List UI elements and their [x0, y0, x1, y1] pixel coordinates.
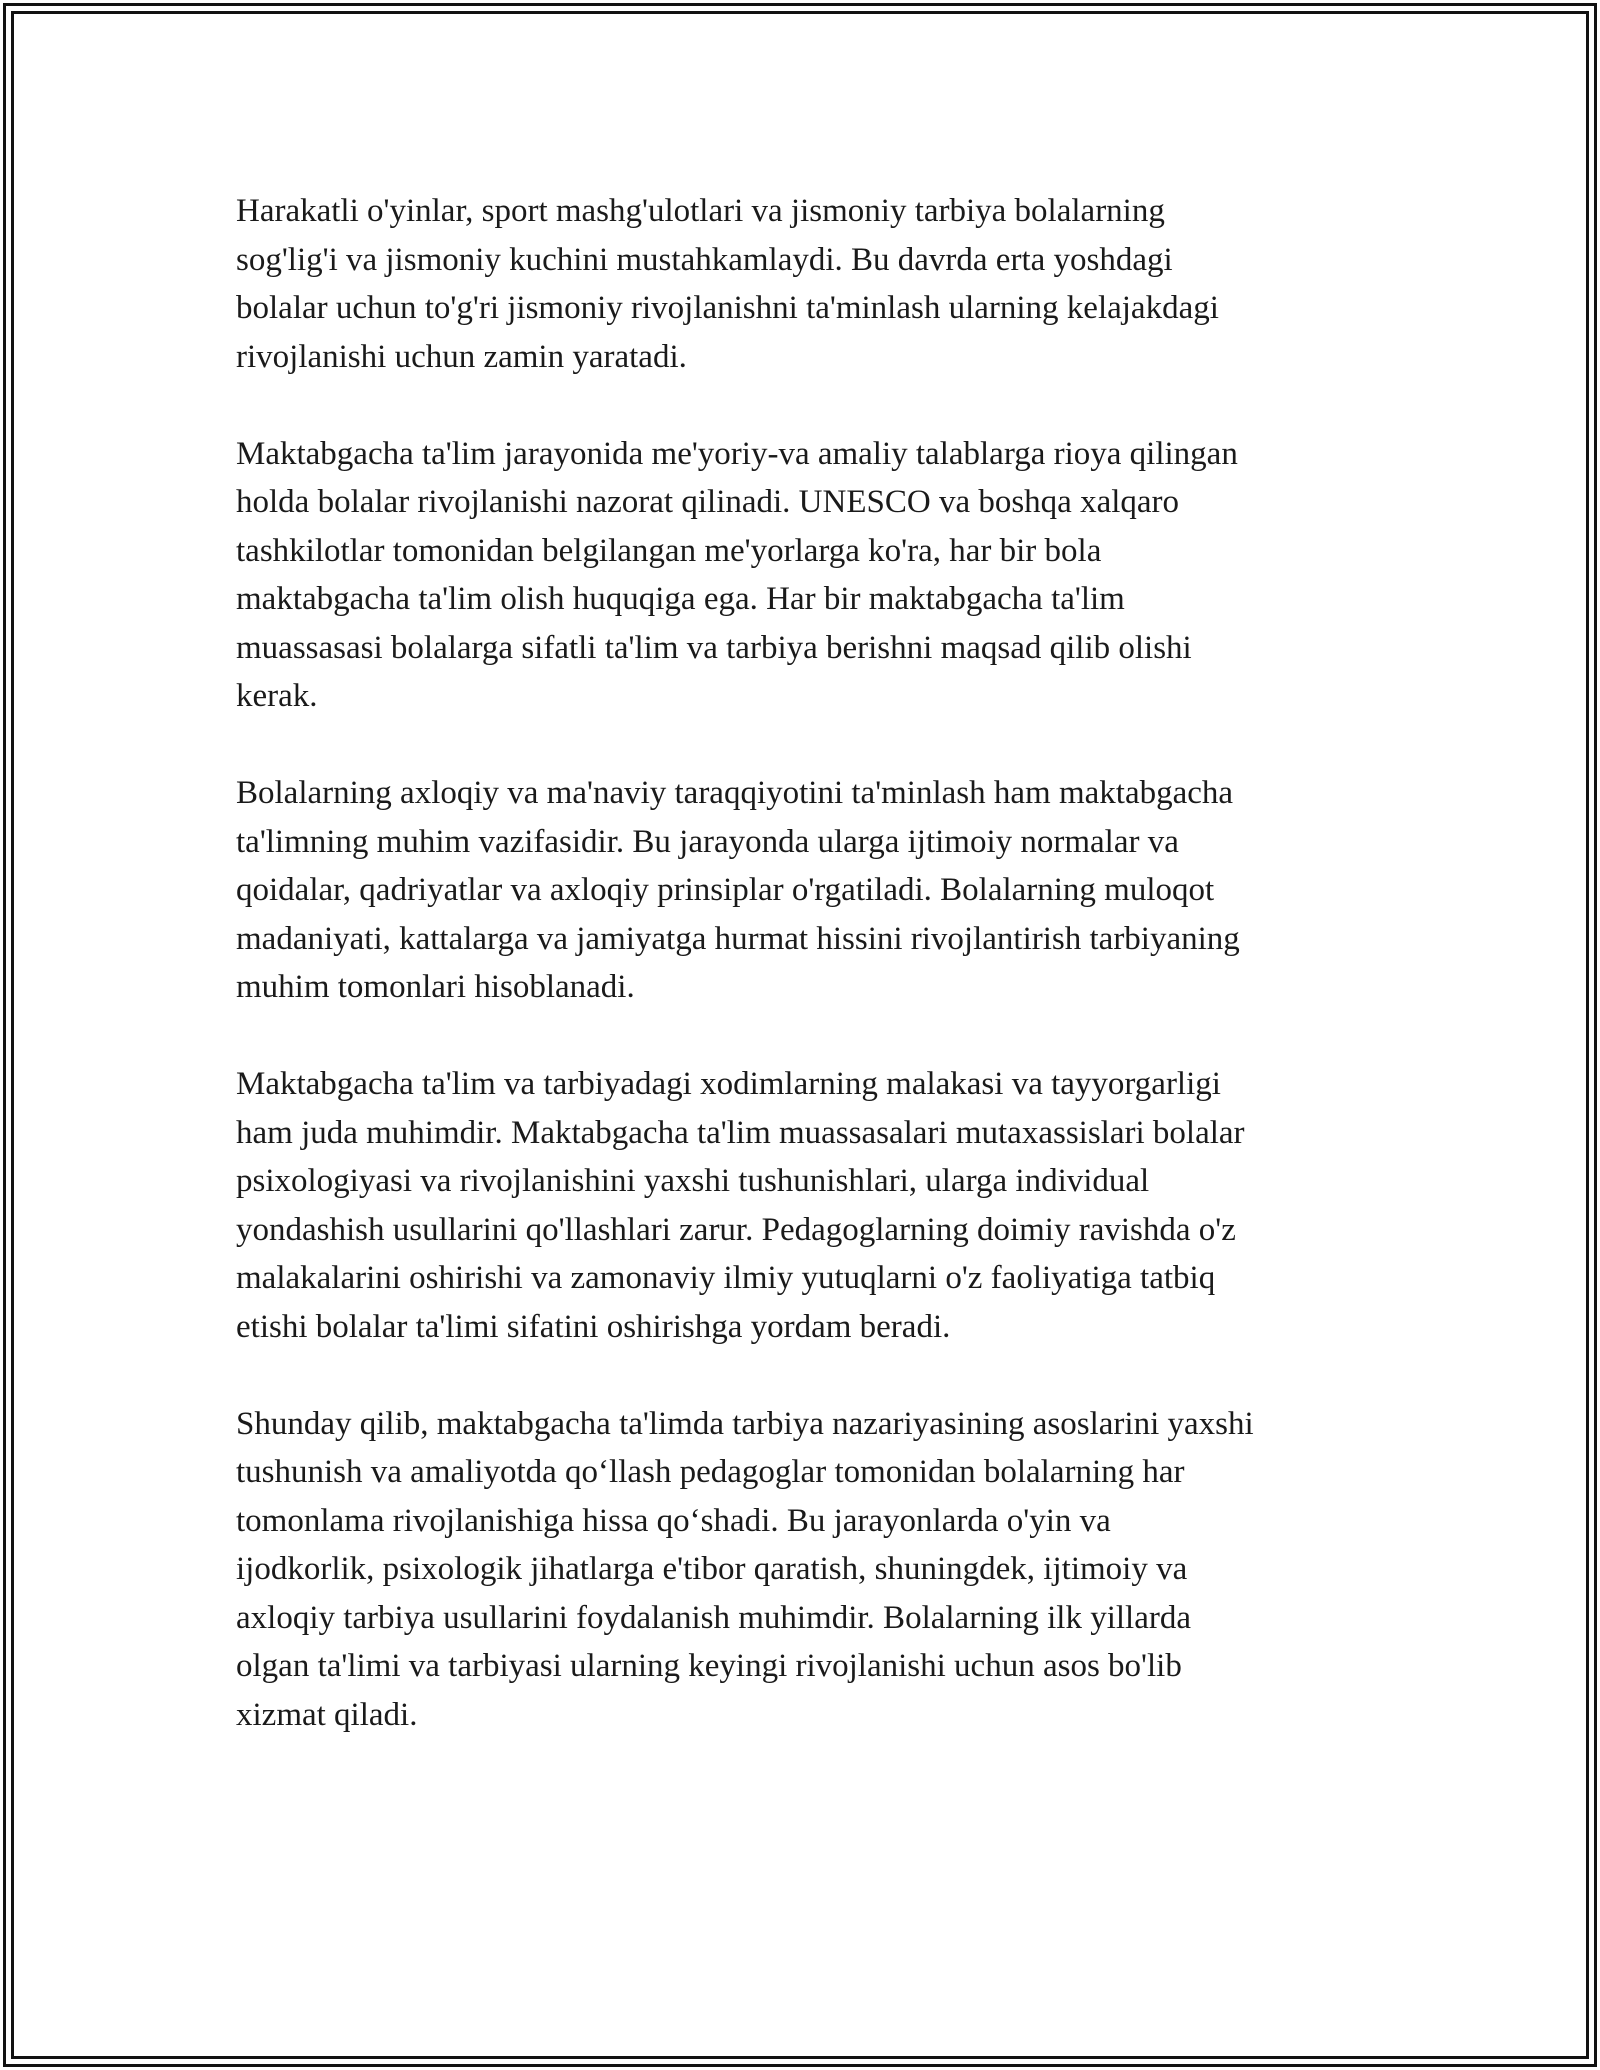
document-body	[236, 187, 1376, 1739]
paragraph-staff-qualification: Maktabgacha ta'lim va tarbiyadagi xodimlarning malakasi va tayyorgarligi ham juda muhimdir. Maktabgacha ta'lim muassasalari mutaxassislari bolalar psixologiyasi va rivojlanishini yaxshi tushunishlari, ularga individual yondashish usullarini qo'llashlari zarur. Pedagoglarning doimiy ravishda o'z malakalarini oshirishi va zamonaviy ilmiy yutuqlarni o'z faoliyatiga tatbiq etishi bolalar ta'limi sifatini oshirishga yordam beradi.	[236, 1066, 1245, 1345]
paragraph-conclusion: Shunday qilib, maktabgacha ta'limda tarbiya nazariyasining asoslarini yaxshi tushunish va amaliyotda qo‘llash pedagoglar tomonidan bolalarning har tomonlama rivojlanishiga hissa qo‘shadi. Bu jarayonlarda o'yin va ijodkorlik, psixologik jihatlarga e'tibor qaratish, shuningdek, ijtimoiy va axloqiy tarbiya usullarini foydalanish muhimdir. Bolalarning ilk yillarda olgan ta'limi va tarbiyasi ularning keyingi rivojlanishi uchun asos bo'lib xizmat qiladi.	[236, 1405, 1254, 1733]
paragraph-moral-development: Bolalarning axloqiy va ma'naviy taraqqiyotini ta'minlash ham maktabgacha ta'limning muhim vazifasidir. Bu jarayonda ularga ijtimoiy normalar va qoidalar, qadriyatlar va axloqiy prinsiplar o'rgatiladi. Bolalarning muloqot madaniyati, kattalarga va jamiyatga hurmat hissini rivojlantirish tarbiyaning muhim tomonlari hisoblanadi.	[236, 775, 1240, 1005]
paragraph-physical-development: Harakatli o'yinlar, sport mashg'ulotlari va jismoniy tarbiya bolalarning sog'lig'i va jismoniy kuchini mustahkamlaydi. Bu davrda erta yoshdagi bolalar uchun to'g'ri jismoniy rivojlanishni ta'minlash ularning kelajakdagi rivojlanishi uchun zamin yaratadi.	[236, 193, 1219, 375]
paragraph-preschool-standards: Maktabgacha ta'lim jarayonida me'yoriy-va amaliy talablarga rioya qilingan holda bolalar rivojlanishi nazorat qilinadi. UNESCO va boshqa xalqaro tashkilotlar tomonidan belgilangan me'yorlarga ko'ra, har bir bola maktabgacha ta'lim olish huquqiga ega. Har bir maktabgacha ta'lim muassasasi bolalarga sifatli ta'lim va tarbiya berishni maqsad qilib olishi kerak.	[236, 435, 1238, 714]
